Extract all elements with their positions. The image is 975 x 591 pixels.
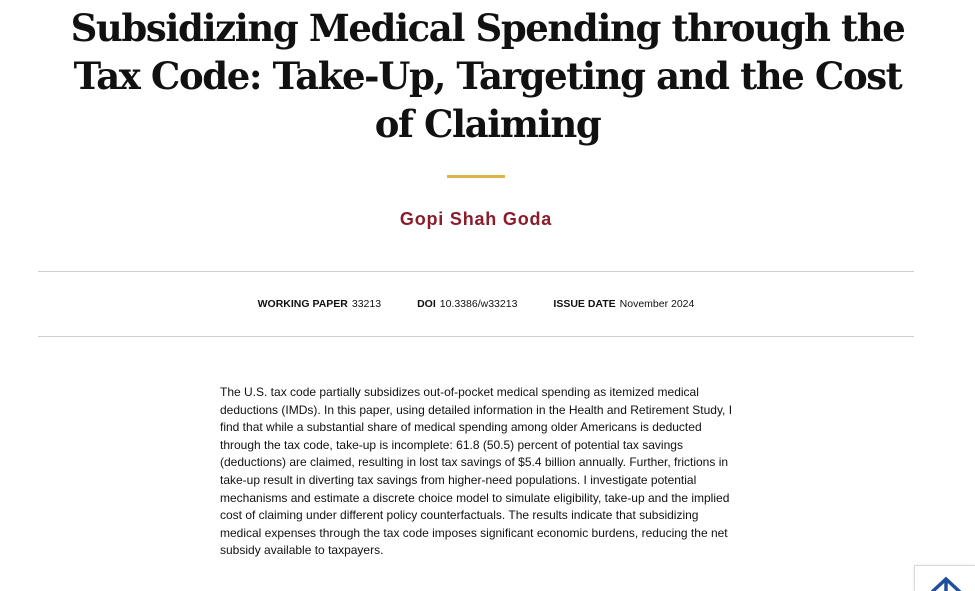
doi-value: 10.3386/w33213 [439, 298, 518, 310]
title-accent-rule [447, 175, 505, 178]
doi-label: DOI [417, 298, 436, 310]
author-link[interactable]: Gopi Shah Goda [399, 209, 553, 229]
issue-date-meta [553, 296, 694, 312]
working-paper-meta [258, 296, 381, 312]
divider-bottom [38, 336, 914, 337]
arrow-up-icon [929, 576, 963, 591]
issue-date-label: ISSUE DATE [553, 298, 616, 310]
divider-top [38, 271, 914, 272]
abstract-text: The U.S. tax code partially subsidizes out-of-pocket medical spending as itemized medical deductions (IMDs). In this paper, using detailed information in the Health and Retirement Study, I find that while a substantial share of medical spending among older Americans is deducted through the tax code, take-up is incomplete: 61.8 (50.5) percent of potential tax savings (deductions) are claimed, resulting in lost tax savings of $5.4 billion annually. Further, frictions in take-up result in diverting tax savings from higher-need populations. I investigate potential mechanisms and estimate a discrete choice model to simulate eligibility, take-up and the implied cost of claiming under different policy counterfactuals. The results indicate that subsidizing medical expenses through the tax code imposes significant economic burdens, reducing the net subsidy available to taxpayers. [220, 385, 733, 558]
doi-meta [417, 296, 517, 312]
paper-title: Subsidizing Medical Spending through the Tax Code: Take-Up, Targeting and the Cost of Claiming [70, 6, 905, 146]
paper-meta-row [0, 296, 952, 312]
issue-date-value: November 2024 [619, 298, 695, 310]
working-paper-label: WORKING PAPER [257, 298, 348, 310]
working-paper-number: 33213 [351, 298, 382, 310]
back-to-top-button[interactable] [914, 565, 975, 591]
